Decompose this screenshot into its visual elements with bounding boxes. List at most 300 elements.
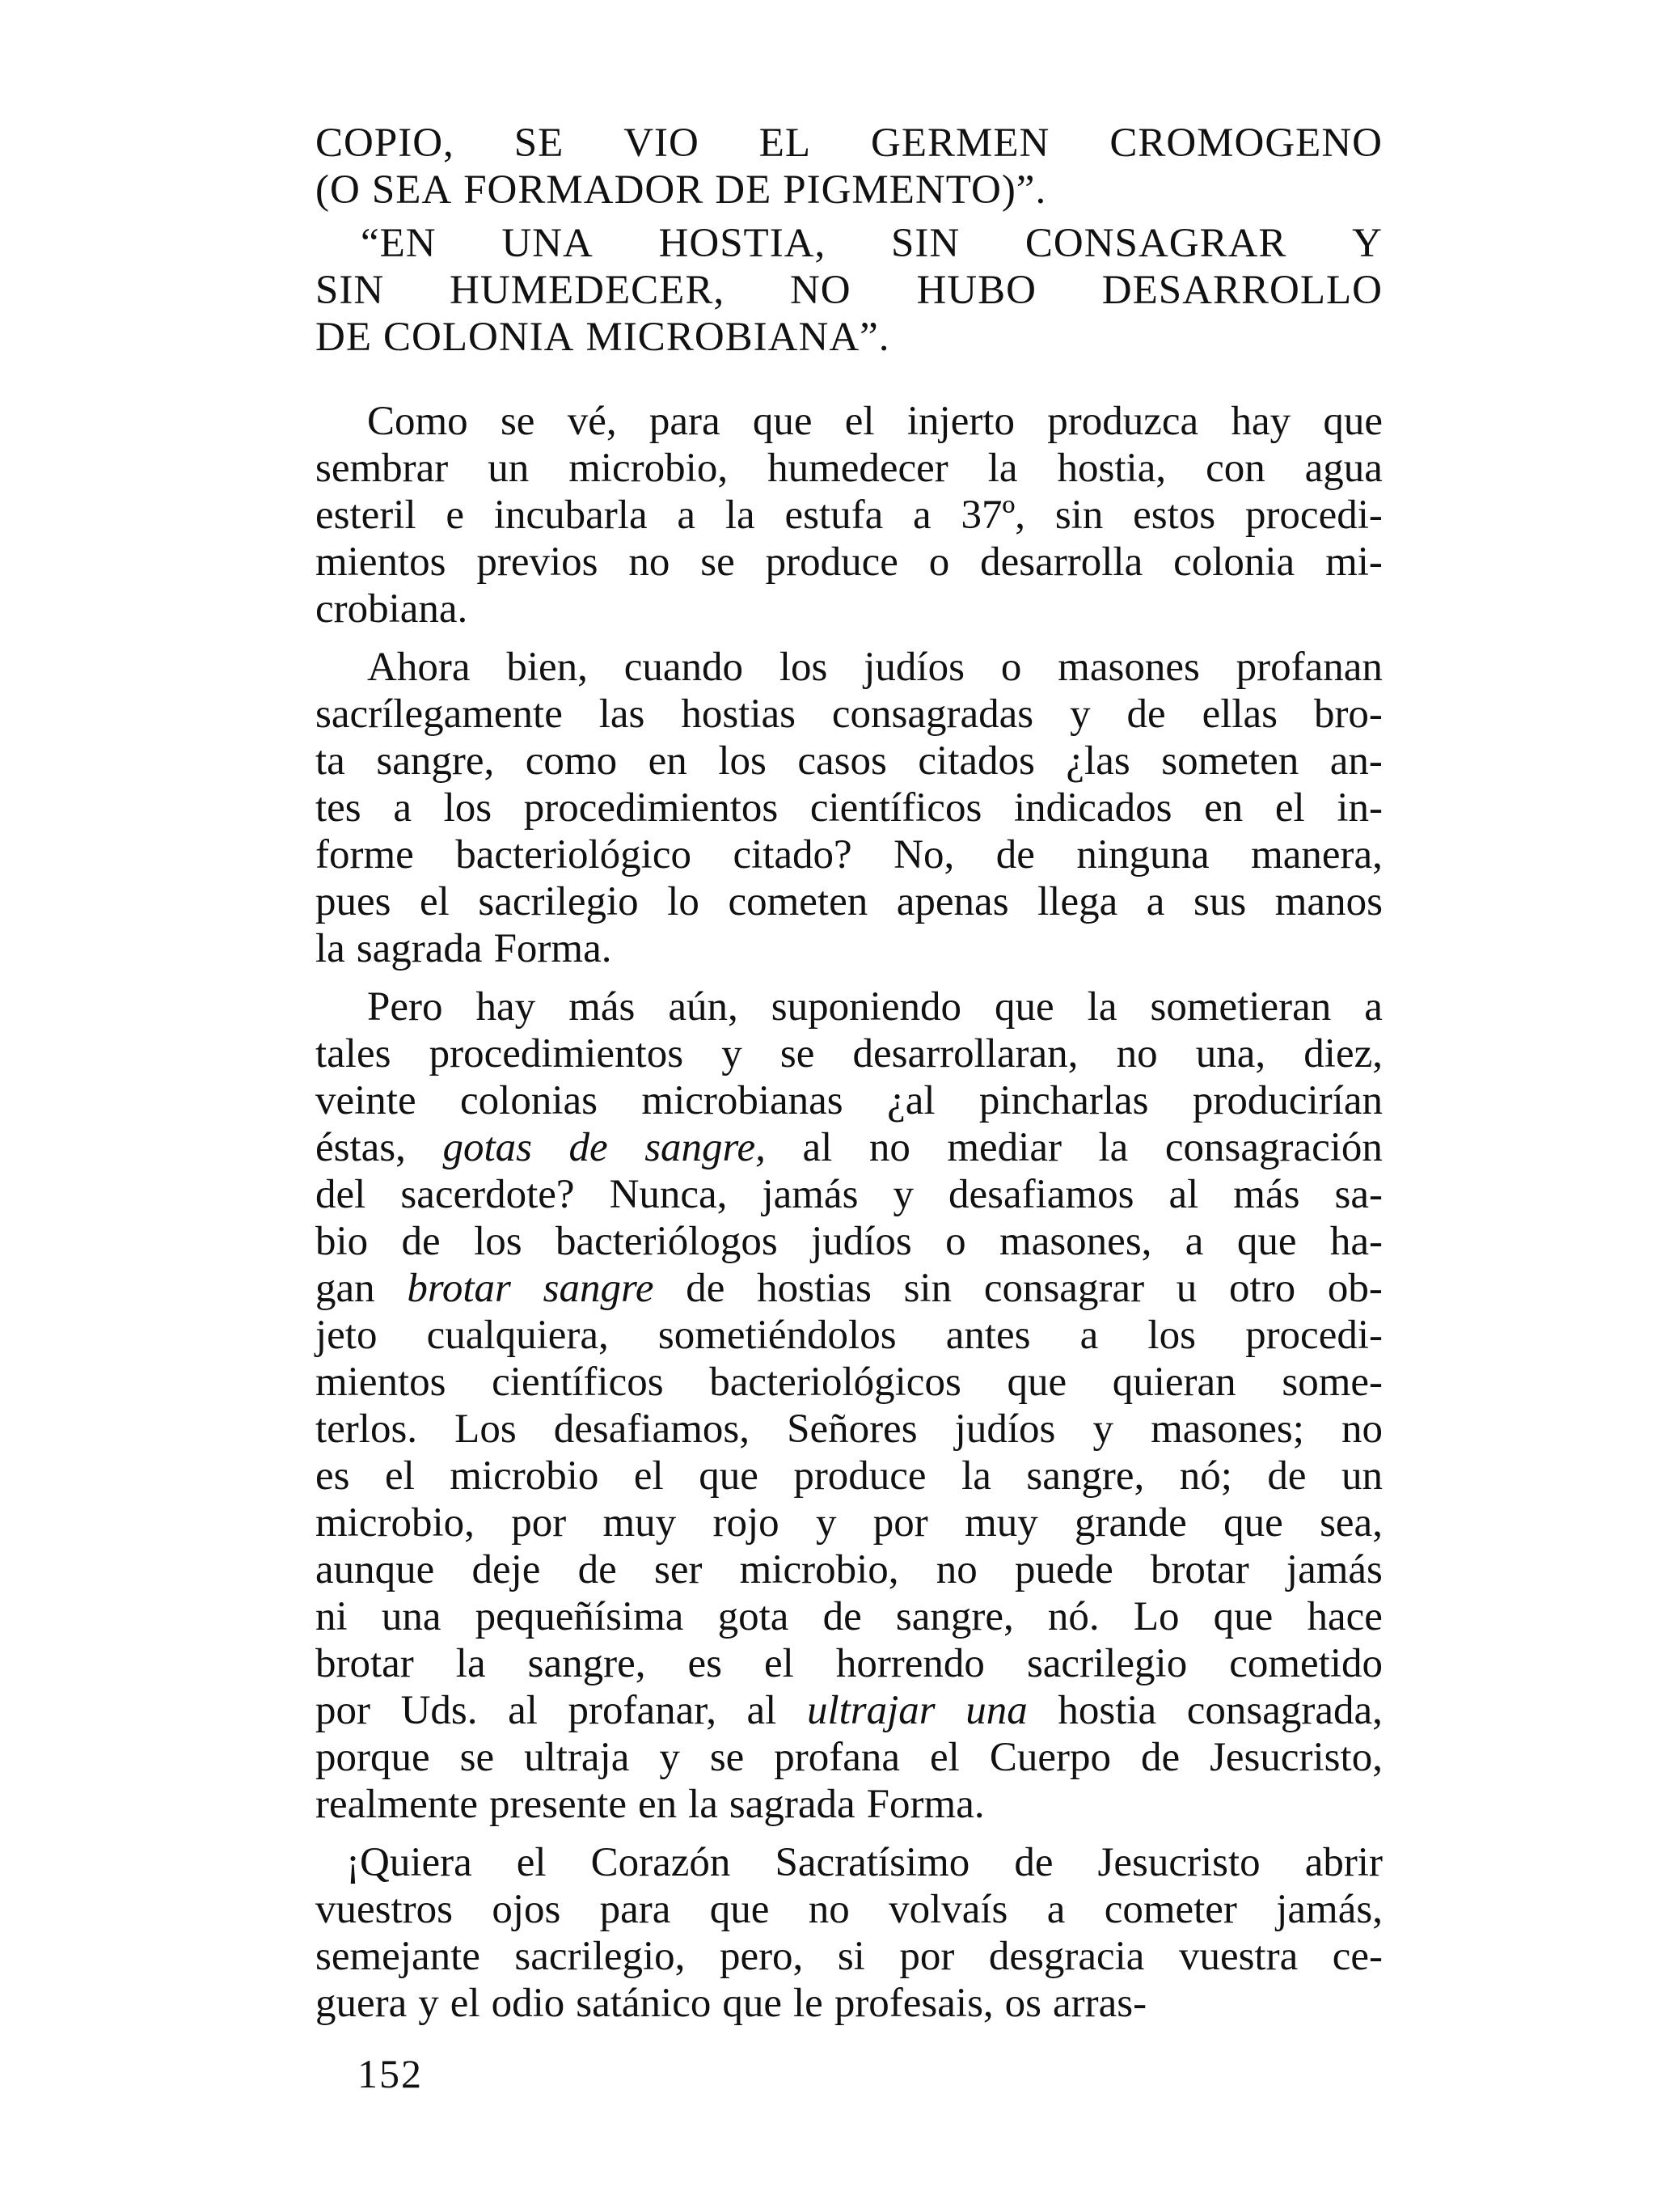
- word: desarrolla: [980, 539, 1143, 585]
- quotation-paragraph: [315, 120, 1383, 214]
- text-line: [315, 1359, 1383, 1406]
- text-line: [315, 167, 1383, 214]
- word: ce-: [1332, 1934, 1383, 1979]
- word: indicados: [1013, 785, 1172, 831]
- word: jamás: [762, 1172, 859, 1217]
- word: “EN: [361, 221, 437, 266]
- word: Cuerpo: [989, 1735, 1111, 1780]
- word: los: [443, 785, 492, 831]
- word: mientos: [315, 539, 446, 585]
- word: y: [418, 1981, 439, 2026]
- word: al: [746, 1688, 777, 1733]
- word: la: [724, 493, 755, 538]
- word: nó.: [1047, 1594, 1100, 1639]
- word: sangre,: [376, 738, 495, 784]
- word: sacrilegio: [1026, 1641, 1188, 1686]
- text-line: [315, 314, 1383, 361]
- word: vuestros: [315, 1887, 453, 1932]
- word: quieran: [1112, 1360, 1236, 1405]
- word: se: [709, 1735, 745, 1780]
- word: Uds.: [400, 1688, 478, 1733]
- word: que: [722, 1981, 782, 2026]
- word: o: [928, 539, 950, 585]
- word: más: [1233, 1172, 1300, 1217]
- text-line: [315, 1640, 1383, 1687]
- word: Señores: [787, 1406, 918, 1452]
- word: bacteriológicos: [709, 1360, 961, 1405]
- word: Nunca,: [609, 1172, 728, 1217]
- word: jamás,: [1276, 1887, 1383, 1932]
- word: el: [516, 1840, 547, 1885]
- text-line: [315, 492, 1383, 539]
- word: ni: [315, 1594, 348, 1639]
- word: se: [779, 1031, 815, 1076]
- word: de: [401, 1219, 441, 1264]
- word: de: [686, 1266, 725, 1311]
- text-line: [315, 1077, 1383, 1124]
- word: SIN: [890, 221, 961, 266]
- word: DE: [315, 315, 372, 360]
- word: llega: [1037, 879, 1118, 924]
- word: ultraja: [524, 1735, 630, 1780]
- word: cuando: [623, 645, 744, 690]
- word: arras-: [1053, 1981, 1147, 2026]
- word: sacrílegamente: [315, 692, 563, 737]
- word: desafiamos: [948, 1172, 1134, 1217]
- word: o: [1000, 645, 1022, 690]
- word: de: [822, 1594, 862, 1639]
- word: profana: [774, 1735, 901, 1780]
- word: Los: [454, 1406, 517, 1452]
- word: sometiéndolos: [657, 1313, 897, 1358]
- word: científicos: [809, 785, 982, 831]
- word: consagradas: [831, 692, 1034, 737]
- word: grande: [1075, 1500, 1187, 1546]
- word: horrendo: [835, 1641, 985, 1686]
- word: la: [961, 1453, 991, 1499]
- word: HUMEDECER,: [450, 268, 725, 313]
- text-line: [315, 1687, 1383, 1734]
- text-line: [315, 983, 1383, 1030]
- word: se: [500, 399, 535, 444]
- word: aún,: [668, 984, 738, 1030]
- word: sangre,: [527, 1641, 646, 1686]
- word: FORMADOR: [463, 167, 704, 213]
- word: es: [315, 1453, 350, 1499]
- word: los: [779, 645, 828, 690]
- word: se: [700, 539, 735, 585]
- word: puede: [1014, 1547, 1113, 1592]
- body-text: [315, 398, 1383, 2038]
- word: guera: [315, 1981, 408, 2026]
- word: incubarla: [493, 493, 648, 538]
- word: consagración: [1164, 1125, 1383, 1170]
- text-line: [315, 1312, 1383, 1359]
- word: DE: [715, 167, 772, 213]
- word: sacrilegio: [478, 879, 639, 924]
- word: sea,: [1320, 1500, 1383, 1546]
- word: jamás: [1286, 1547, 1383, 1592]
- word: u: [1176, 1266, 1198, 1311]
- word: ta: [315, 738, 345, 784]
- word: el: [930, 1735, 960, 1780]
- word: hostias: [757, 1266, 872, 1311]
- text-line: [315, 925, 1383, 972]
- word: procedi-: [1244, 493, 1383, 538]
- word: a: [1079, 1313, 1099, 1358]
- word: en: [648, 738, 687, 784]
- word: a: [1185, 1219, 1204, 1264]
- word: citado?: [733, 832, 852, 878]
- word: procedimientos: [429, 1031, 684, 1076]
- word: por: [899, 1934, 955, 1979]
- word: como: [525, 738, 618, 784]
- word: que: [1007, 1360, 1067, 1405]
- word: ¿al: [887, 1078, 936, 1123]
- word: el: [764, 1641, 794, 1686]
- word: procedimientos: [523, 785, 779, 831]
- word: diez,: [1303, 1031, 1383, 1076]
- word: hostia,: [1057, 446, 1167, 491]
- word: Corazón: [590, 1840, 731, 1885]
- paragraph: [315, 1839, 1383, 2027]
- word: HOSTIA,: [658, 221, 826, 266]
- text-line: [315, 1734, 1383, 1781]
- word: sagrada: [356, 926, 483, 971]
- word: lo: [667, 879, 699, 924]
- word: an-: [1329, 738, 1383, 784]
- word: de: [995, 832, 1035, 878]
- word: y: [659, 1735, 680, 1780]
- text-line: [315, 1499, 1383, 1546]
- word: injerto: [906, 399, 1016, 444]
- word: ninguna: [1076, 832, 1210, 878]
- word: científicos: [492, 1360, 664, 1405]
- word: SIN: [315, 268, 385, 313]
- text-line: [315, 398, 1383, 445]
- word: judíos: [864, 645, 965, 690]
- word: vé,: [567, 399, 617, 444]
- word: brotar: [315, 1641, 414, 1686]
- word: sangre,: [1026, 1453, 1145, 1499]
- word: bacteriológico: [455, 832, 691, 878]
- word: manos: [1274, 879, 1383, 924]
- word: ha-: [1329, 1219, 1383, 1264]
- word: citados: [918, 738, 1035, 784]
- word: los: [1147, 1313, 1196, 1358]
- text-line: [315, 220, 1383, 267]
- text-line: [315, 644, 1383, 691]
- uppercase-quotation: [315, 120, 1383, 361]
- word: que: [1323, 399, 1383, 444]
- word: crobiana.: [315, 586, 468, 632]
- word: semejante: [315, 1934, 480, 1979]
- word: que: [752, 399, 813, 444]
- word: manera,: [1251, 832, 1383, 878]
- word: Forma.: [866, 1782, 985, 1827]
- word: gotas: [442, 1125, 532, 1170]
- text-line: [315, 785, 1383, 831]
- word: si: [837, 1934, 865, 1979]
- word: mientos: [315, 1360, 446, 1405]
- text-line: [315, 831, 1383, 878]
- word: microbio,: [568, 446, 729, 491]
- word: cometer: [1104, 1887, 1237, 1932]
- word: COPIO,: [315, 121, 454, 166]
- word: el: [450, 1981, 480, 2026]
- word: pero,: [719, 1934, 804, 1979]
- paragraph: [315, 398, 1383, 632]
- word: y: [1070, 692, 1091, 737]
- word: ser: [653, 1547, 703, 1592]
- text-line: [315, 1406, 1383, 1453]
- word: bio: [315, 1219, 369, 1264]
- text-line: [315, 1171, 1383, 1218]
- word: un: [488, 446, 530, 491]
- text-line: [315, 1265, 1383, 1312]
- word: a: [913, 493, 932, 538]
- word: que: [1213, 1594, 1274, 1639]
- word: porque: [315, 1735, 430, 1780]
- word: sa-: [1334, 1172, 1383, 1217]
- word: le: [793, 1981, 823, 2026]
- word: EL: [758, 121, 812, 166]
- word: HUBO: [916, 268, 1037, 313]
- word: el: [844, 399, 875, 444]
- word: muy: [965, 1500, 1038, 1546]
- text-line: [315, 1886, 1383, 1933]
- word: bro-: [1313, 692, 1383, 737]
- word: en: [637, 1782, 678, 1827]
- word: es: [687, 1641, 722, 1686]
- word: hace: [1307, 1594, 1383, 1639]
- word: ¡Quiera: [346, 1840, 472, 1885]
- word: vuestra: [1178, 1934, 1299, 1979]
- word: la: [987, 446, 1018, 491]
- text-line: [315, 120, 1383, 167]
- text-line: [315, 1218, 1383, 1265]
- text-line: [315, 1839, 1383, 1886]
- word: se: [459, 1735, 495, 1780]
- word: y: [1092, 1406, 1113, 1452]
- word: in-: [1337, 785, 1383, 831]
- word: Jesucristo,: [1210, 1735, 1383, 1780]
- word: desarrollaran,: [852, 1031, 1079, 1076]
- word: las: [598, 692, 645, 737]
- word: microbio,: [739, 1547, 899, 1592]
- word: sus: [1193, 879, 1247, 924]
- word: hay: [475, 984, 536, 1030]
- word: PIGMENTO)”.: [783, 167, 1047, 213]
- word: SEA: [371, 167, 453, 213]
- word: una: [965, 1688, 1028, 1733]
- word: a: [1364, 984, 1383, 1030]
- word: Como: [367, 399, 468, 444]
- page-number: 152: [357, 2051, 423, 2096]
- word: Sacratísimo: [775, 1840, 970, 1885]
- word: pequeñísima: [475, 1594, 684, 1639]
- word: satánico: [576, 1981, 712, 2026]
- word: hostia: [1058, 1688, 1157, 1733]
- word: hay: [1231, 399, 1291, 444]
- word: procedi-: [1245, 1313, 1383, 1358]
- word: bien,: [506, 645, 588, 690]
- word: que: [1223, 1500, 1283, 1546]
- word: sin: [1054, 493, 1104, 538]
- word: brotar: [407, 1266, 511, 1311]
- word: cometen: [728, 879, 868, 924]
- word: judíos: [811, 1219, 912, 1264]
- word: SE: [513, 121, 564, 166]
- word: ob-: [1327, 1266, 1383, 1311]
- word: DESARROLLO: [1101, 268, 1383, 313]
- word: abrir: [1304, 1840, 1383, 1885]
- word: de: [1267, 1453, 1307, 1499]
- word: al: [1168, 1172, 1199, 1217]
- text-line: [315, 1124, 1383, 1171]
- word: deje: [471, 1547, 541, 1592]
- word: microbianas: [641, 1078, 843, 1123]
- word: ojos: [492, 1887, 561, 1932]
- text-line: [315, 1980, 1383, 2027]
- word: odio: [491, 1981, 565, 2026]
- word: gan: [315, 1266, 375, 1311]
- word: aunque: [315, 1547, 435, 1592]
- word: suponiendo: [771, 984, 961, 1030]
- word: realmente: [315, 1782, 479, 1827]
- word: sagrada: [729, 1782, 855, 1827]
- word: de: [568, 1125, 608, 1170]
- word: nó;: [1179, 1453, 1232, 1499]
- word: no: [868, 1125, 910, 1170]
- text-line: [315, 1781, 1383, 1828]
- word: humedecer: [767, 446, 948, 491]
- word: con: [1206, 446, 1265, 491]
- word: de: [1014, 1840, 1054, 1885]
- word: brotar: [1150, 1547, 1249, 1592]
- word: gota: [717, 1594, 789, 1639]
- word: en: [1204, 785, 1244, 831]
- word: la: [315, 926, 345, 971]
- word: no: [628, 539, 670, 585]
- word: sangre: [543, 1266, 654, 1311]
- word: una: [381, 1594, 441, 1639]
- word: forme: [315, 832, 414, 878]
- word: que: [994, 984, 1054, 1030]
- word: jeto: [315, 1313, 378, 1358]
- word: microbio,: [315, 1500, 475, 1546]
- word: sin: [903, 1266, 953, 1311]
- word: otro: [1229, 1266, 1296, 1311]
- word: CONSAGRAR: [1024, 221, 1287, 266]
- word: mediar: [947, 1125, 1062, 1170]
- word: presente: [489, 1782, 627, 1827]
- word: sacerdote?: [400, 1172, 575, 1217]
- word: Lo: [1133, 1594, 1180, 1639]
- word: profanar,: [568, 1688, 716, 1733]
- word: al: [802, 1125, 833, 1170]
- word: y: [815, 1500, 837, 1546]
- text-line: [315, 539, 1383, 586]
- text-line: [315, 1933, 1383, 1980]
- word: ellas: [1202, 692, 1278, 737]
- word: los: [474, 1219, 522, 1264]
- word: y: [893, 1172, 914, 1217]
- word: sangre,: [644, 1125, 766, 1170]
- word: desgracia: [988, 1934, 1145, 1979]
- word: antes: [945, 1313, 1031, 1358]
- word: consagrada,: [1186, 1688, 1383, 1733]
- word: No,: [893, 832, 955, 878]
- word: estufa: [784, 493, 884, 538]
- word: el: [384, 1453, 415, 1499]
- word: que: [709, 1887, 770, 1932]
- word: some-: [1282, 1360, 1383, 1405]
- word: NO: [789, 268, 851, 313]
- word: veinte: [315, 1078, 416, 1123]
- text-line: [315, 691, 1383, 738]
- word: éstas,: [315, 1125, 406, 1170]
- paragraph: [315, 983, 1383, 1828]
- word: a: [393, 785, 412, 831]
- word: CROMOGENO: [1109, 121, 1383, 166]
- word: no: [1341, 1406, 1383, 1452]
- word: microbio: [450, 1453, 599, 1499]
- word: pues: [315, 879, 391, 924]
- word: cometido: [1229, 1641, 1383, 1686]
- word: os: [1004, 1981, 1042, 2026]
- word: ¿las: [1066, 738, 1130, 784]
- word: esteril: [315, 493, 416, 538]
- word: que: [1236, 1219, 1297, 1264]
- word: no: [1116, 1031, 1158, 1076]
- word: previos: [476, 539, 598, 585]
- word: no: [936, 1547, 978, 1592]
- word: masones: [1058, 645, 1200, 690]
- word: muy: [602, 1500, 677, 1546]
- word: a: [1146, 879, 1165, 924]
- word: la: [1098, 1125, 1129, 1170]
- word: de: [1126, 692, 1166, 737]
- word: profanan: [1236, 645, 1383, 690]
- word: a: [1046, 1887, 1066, 1932]
- word: judíos: [954, 1406, 1056, 1452]
- word: profesais,: [834, 1981, 994, 2026]
- word: para: [648, 399, 720, 444]
- word: pincharlas: [978, 1078, 1149, 1123]
- word: consagrar: [983, 1266, 1145, 1311]
- word: hostias: [681, 692, 796, 737]
- word: COLONIA: [382, 315, 575, 360]
- text-line: [315, 1546, 1383, 1593]
- word: produce: [765, 539, 898, 585]
- word: el: [1274, 785, 1305, 831]
- word: el: [420, 879, 450, 924]
- word: un: [1341, 1453, 1383, 1499]
- word: mi-: [1325, 539, 1383, 585]
- word: para: [599, 1887, 671, 1932]
- word: rojo: [712, 1500, 779, 1546]
- text-line: [315, 267, 1383, 314]
- word: de: [1140, 1735, 1181, 1780]
- word: casos: [797, 738, 887, 784]
- word: volvaís: [889, 1887, 1008, 1932]
- text-line: [315, 1030, 1383, 1077]
- word: no: [808, 1887, 850, 1932]
- word: por: [315, 1688, 370, 1733]
- word: bacteriólogos: [555, 1219, 778, 1264]
- word: la: [1087, 984, 1117, 1030]
